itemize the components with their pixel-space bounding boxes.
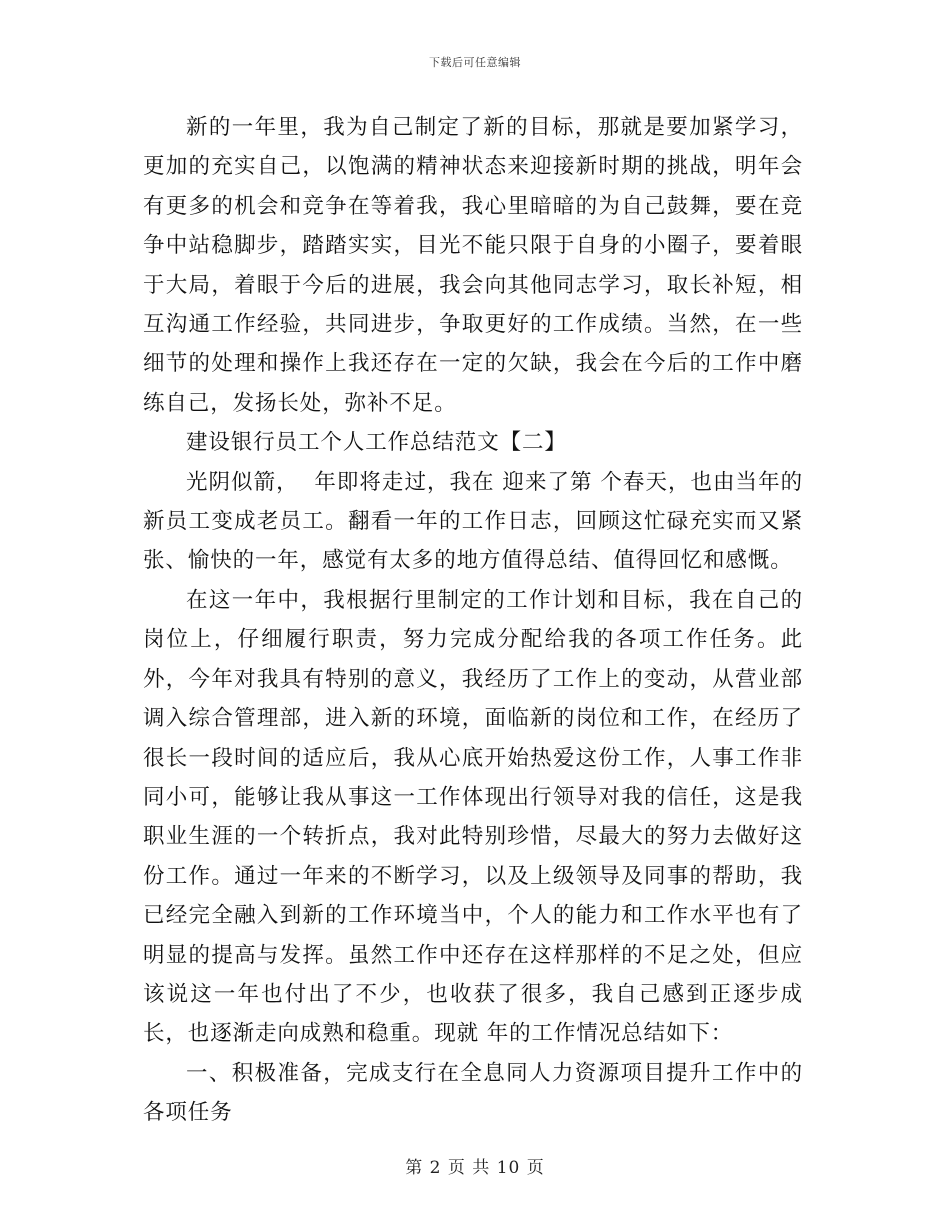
section-heading: 建设银行员工个人工作总结范文【二】 [186, 430, 567, 456]
paragraph-intro: 光阴似箭， 年即将走过，我在 迎来了第 个春天，也由当年的新员工变成老员工。翻看一年的工作日志，回顾这忙碌充实而又紧张、愉快的一年，感觉有太多的地方值得总结、值得回忆和感慨。 [143, 469, 803, 574]
page-header: 下载后可任意编辑 [429, 56, 521, 69]
document-body [143, 108, 803, 1133]
paragraph-goals: 新的一年里，我为自己制定了新的目标，那就是要加紧学习，更加的充实自己，以饱满的精神状态来迎接新时期的挑战，明年会有更多的机会和竞争在等着我，我心里暗暗的为自己鼓舞，要在竞争中站稳脚步，踏踏实实，目光不能只限于自身的小圈子，要着眼于大局，着眼于今后的进展，我会向其他同志学习，取长补短，相互沟通工作经验，共同进步，争取更好的工作成绩。当然，在一些细节的处理和操作上我还存在一定的欠缺，我会在今后的工作中磨练自己，发扬长处，弥补不足。 [143, 115, 803, 416]
paragraph-year-review: 在这一年中，我根据行里制定的工作计划和目标，我在自己的岗位上，仔细履行职责，努力完成分配给我的各项工作任务。此外，今年对我具有特别的意义，我经历了工作上的变动，从营业部调入综合管理部，进入新的环境，面临新的岗位和工作，在经历了很长一段时间的适应后，我从心底开始热爱这份工作，人事工作非同小可，能够让我从事这一工作体现出行领导对我的信任，这是我职业生涯的一个转折点，我对此特别珍惜，尽最大的努力去做好这份工作。通过一年来的不断学习，以及上级领导及同事的帮助，我已经完全融入到新的工作环境当中，个人的能力和工作水平也有了明显的提高与发挥。虽然工作中还存在这样那样的不足之处，但应该说这一年也付出了不少，也收获了很多，我自己感到正逐步成长，也逐渐走向成熟和稳重。现就 年的工作情况总结如下： [143, 587, 803, 1047]
paragraph-item-one: 一、积极准备，完成支行在全息同人力资源项目提升工作中的各项任务 [143, 1060, 803, 1126]
page-footer: 第 2 页 共 10 页 [405, 1158, 545, 1178]
